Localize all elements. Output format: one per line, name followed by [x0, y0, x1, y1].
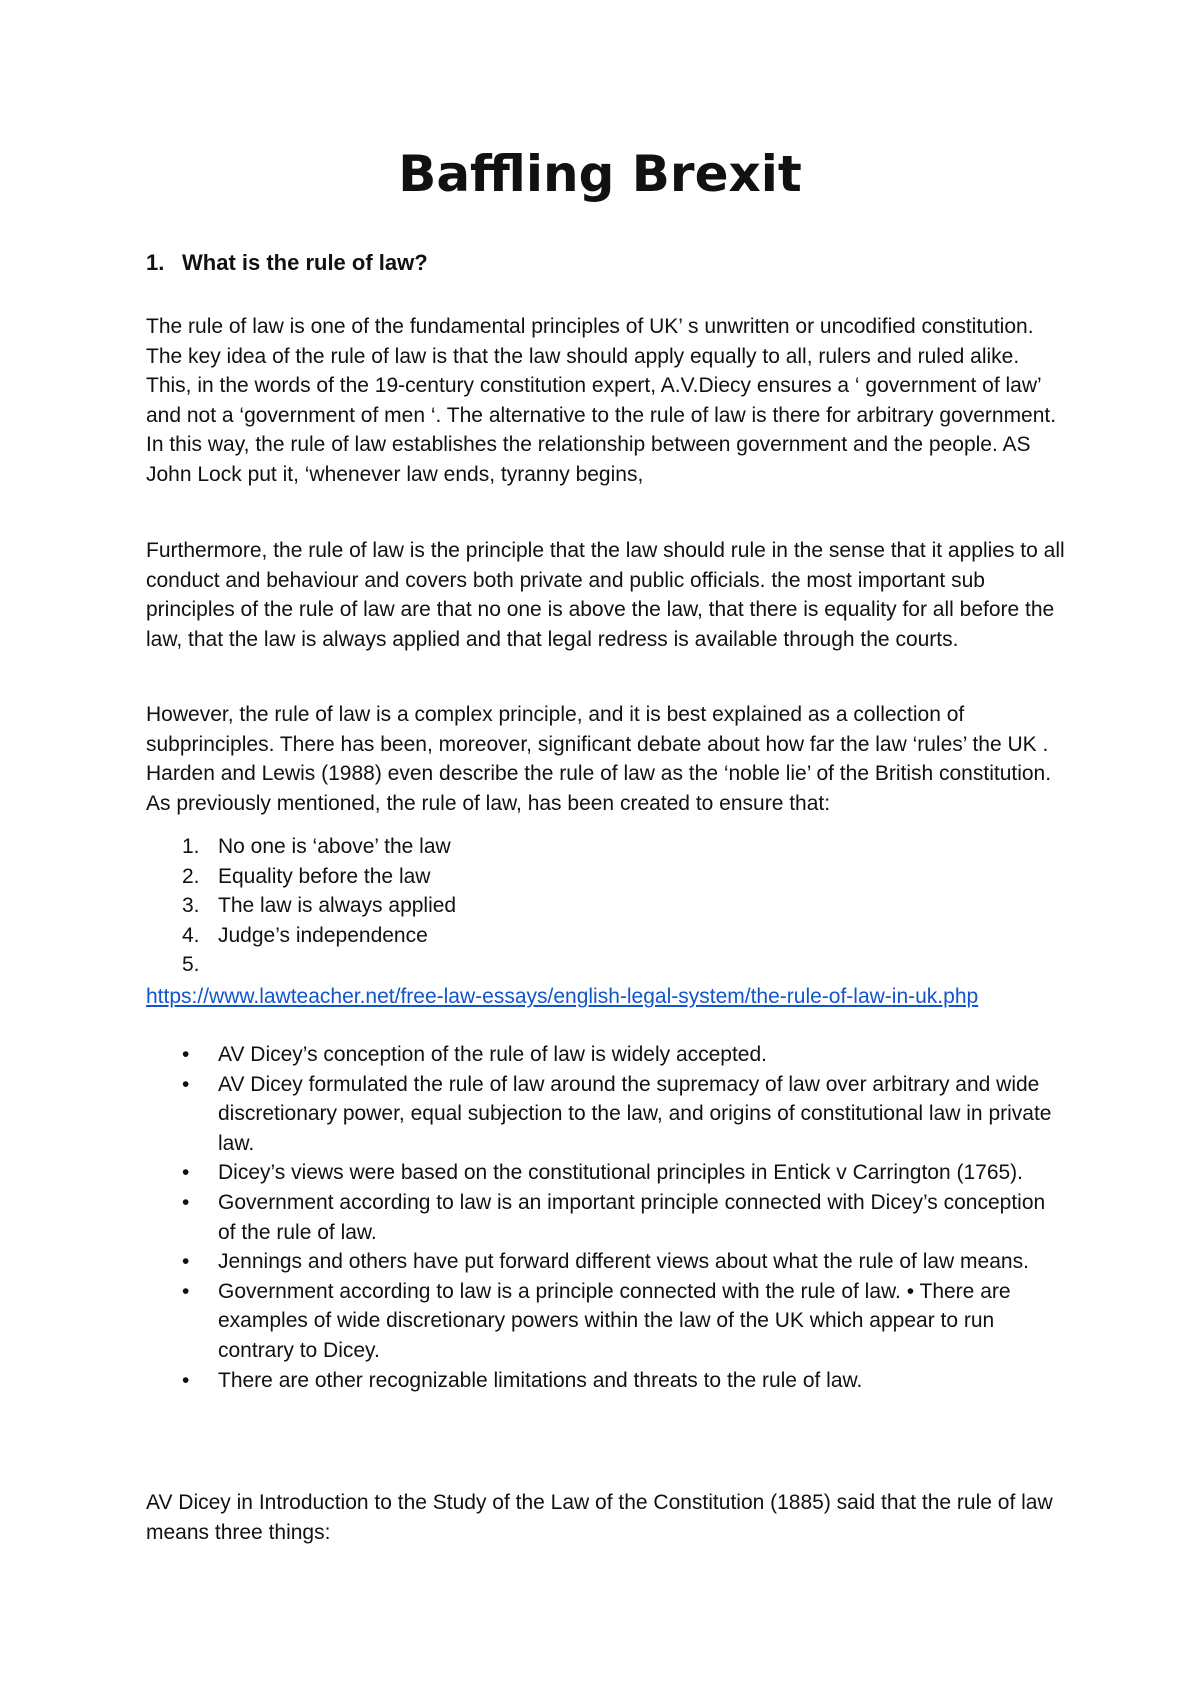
list-number: 4.	[182, 923, 200, 947]
bullet-icon: •	[182, 1279, 190, 1303]
bullet-icon: •	[182, 1072, 190, 1096]
list-item	[182, 921, 1018, 951]
section-heading	[146, 248, 428, 278]
source-link[interactable]: https://www.lawteacher.net/free-law-essays/english-legal-system/the-rule-of-law-in-uk.php	[146, 985, 979, 1008]
list-item-text: No one is ‘above’ the law	[218, 835, 451, 858]
list-item-text: Government according to law is a principle connected with the rule of law. • There are examples of wide discretionary powers within the law of the UK which appear to run contrary to Dicey.	[218, 1279, 1011, 1362]
list-item	[182, 1040, 1068, 1070]
section-heading-text: What is the rule of law?	[182, 250, 428, 275]
paragraph-3: However, the rule of law is a complex principle, and it is best explained as a collection of subprinciples. There has been, moreover, significant debate about how far the law ‘rules’ the UK . Harden and Lewis (1988) even describe the rule of law as the ‘noble lie’ of the British constitution. As previously mentioned, the rule of law, has been created to ensure that:	[146, 703, 1052, 815]
dicey-bullet-list	[182, 1040, 1068, 1395]
document-title: Baffling Brexit	[398, 145, 802, 203]
list-item-text: The law is always applied	[218, 894, 457, 918]
list-item	[182, 1188, 1068, 1247]
list-item-text: AV Dicey formulated the rule of law around the supremacy of law over arbitrary and wide discretionary power, equal subjection to the law, and origins of constitutional law in private law.	[218, 1072, 1052, 1155]
list-item	[182, 832, 1018, 862]
principles-list	[182, 832, 1018, 980]
list-number: 3.	[182, 894, 200, 918]
bullet-icon: •	[182, 1161, 190, 1185]
closing-paragraph: AV Dicey in Introduction to the Study of the Law of the Constitution (1885) said that the rule of law means three things:	[146, 1491, 1053, 1544]
list-item	[182, 862, 1018, 892]
list-item	[182, 1277, 1068, 1366]
list-item-text: Government according to law is an important principle connected with Dicey’s conception of the rule of law.	[218, 1190, 1046, 1244]
section-number: 1.	[146, 250, 165, 275]
list-number: 1.	[182, 835, 200, 858]
bullet-icon: •	[182, 1250, 190, 1274]
list-item-text: There are other recognizable limitations and threats to the rule of law.	[218, 1368, 863, 1392]
bullet-icon: •	[182, 1368, 190, 1392]
bullet-icon: •	[182, 1043, 190, 1066]
list-number: 5.	[182, 953, 200, 977]
list-item-text: Judge’s independence	[218, 923, 428, 947]
list-item-text: Equality before the law	[218, 864, 431, 888]
list-item-text: AV Dicey’s conception of the rule of law is widely accepted.	[218, 1043, 768, 1066]
list-item	[182, 891, 1018, 921]
paragraph-1: The rule of law is one of the fundamental principles of UK’ s unwritten or uncodified constitution. The key idea of the rule of law is that the law should apply equally to all, rulers and ruled alike. This, in the words of the 19-century constitution expert, A.V.Diecy ensures a ‘ government of law’ and not a ‘government of men ‘. The alternative to the rule of law is there for arbitrary government. In this way, the rule of law establishes the relationship between government and the people. AS John Lock put it, ‘whenever law ends, tyranny begins,	[146, 315, 1057, 486]
list-item	[182, 950, 1018, 980]
bullet-icon: •	[182, 1190, 190, 1214]
list-item-text: Dicey’s views were based on the constitutional principles in Entick v Carrington (1765).	[218, 1161, 1024, 1185]
list-number: 2.	[182, 864, 200, 888]
list-item-text: Jennings and others have put forward different views about what the rule of law means.	[218, 1250, 1029, 1274]
list-item	[182, 1247, 1068, 1277]
list-item	[182, 1366, 1068, 1396]
list-item	[182, 1070, 1068, 1159]
paragraph-2: Furthermore, the rule of law is the principle that the law should rule in the sense that it applies to all conduct and behaviour and covers both private and public officials. the most important sub principles of the rule of law are that no one is above the law, that there is equality for all before the law, that the law is always applied and that legal redress is available through the courts.	[146, 539, 1065, 651]
list-item	[182, 1158, 1068, 1188]
